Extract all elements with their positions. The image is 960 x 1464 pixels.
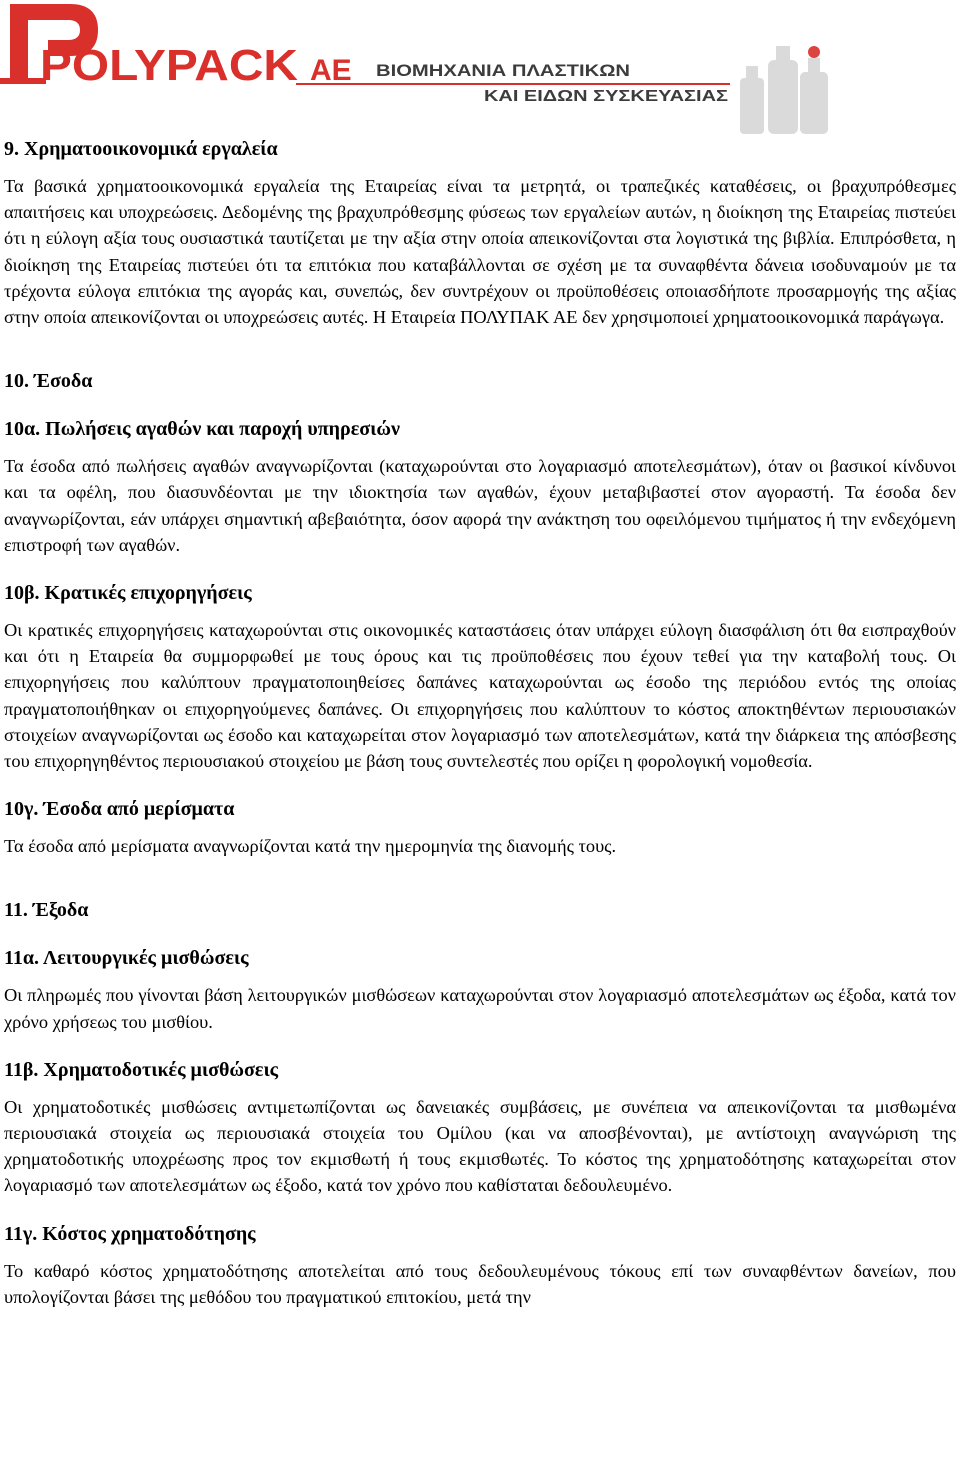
document-body (4, 136, 956, 1310)
section-11-title: 11. Έξοδα (4, 899, 89, 922)
logo-tagline-line2: ΚΑΙ ΕΙΔΩΝ ΣΥΣΚΕΥΑΣΙΑΣ (484, 88, 729, 105)
logo-tagline-line1: ΒΙΟΜΗΧΑΝΙΑ ΠΛΑΣΤΙΚΩΝ (376, 61, 630, 80)
polypack-logo (0, 0, 960, 140)
section-10c-text: Τα έσοδα από μερίσματα αναγνωρίζονται κατά την ημερομηνία της διανομής τους. (4, 836, 617, 857)
section-10-title: 10. Έσοδα (4, 370, 93, 393)
logo-brand-suffix: ΑΕ (310, 54, 352, 87)
section-11b-title: 11β. Χρηματοδοτικές μισθώσεις (4, 1058, 279, 1081)
product-bottles-graphic (740, 46, 828, 134)
section-9-text: Τα βασικά χρηματοοικονομικά εργαλεία της Εταιρείας είναι τα μετρητά, οι τραπεζικές καταθέσεις, οι βραχυπρόθεσμες απαιτήσεις και υποχρεώσεις. Δεδομένης της βραχυπρόθεσμης φύσεως των εργαλείων αυτών, η διοίκηση της Εταιρείας πιστεύει ότι η εύλογη αξία τους ουσιαστικά ταυτίζεται με την αξία στην οποία απεικονίζονται στα λογιστικά της βιβλία. Επιπρόσθετα, η διοίκηση της Εταιρείας πιστεύει ότι τα επιτόκια που καταβάλλονται σε σχέση με τα συναφθέντα δάνεια ισοδυναμούν με τα τρέχοντα εύλογα επιτόκια της αγοράς και, συνεπώς, δεν συντρέχουν οι προϋποθέσεις οποιασδήποτε προσαρμογής της αξίας στην οποία απεικονίζονται οι υποχρεώσεις αυτές. Η Εταιρεία ΠΟΛΥΠΑΚ ΑΕ δεν χρησιμοποιεί χρηματοοικονομικά παράγωγα. (4, 176, 956, 328)
section-11c-text: Το καθαρό κόστος χρηματοδότησης αποτελείται από τους δεδουλευμένους τόκους επί των συναφθέντων δανείων, που υπολογίζονται βάσει της μεθόδου του πραγματικού επιτοκίου, μετά την (4, 1260, 956, 1307)
section-10c-title: 10γ. Έσοδα από μερίσματα (4, 798, 235, 821)
section-9-title: 9. Χρηματοοικονομικά εργαλεία (4, 138, 278, 160)
section-10b-text: Οι κρατικές επιχορηγήσεις καταχωρούνται στις οικονομικές καταστάσεις όταν υπάρχει εύλογη διασφάλιση ότι θα εισπραχθούν και ότι η Εταιρεία θα συμμορφωθεί με τους όρους και τις προϋποθέσεις που έχουν τεθεί για την καταβολή τους. Οι επιχορηγήσεις που καλύπτουν πραγματοποιηθείσες δαπάνες καταχωρούνται ως έσοδο της περιόδου εντός της οποίας πραγματοποιήθηκαν οι επιχορηγούμενες δαπάνες. Οι επιχορηγήσεις που καλύπτουν το κόστος αποκτηθέντων περιουσιακών στοιχείων αναγνωρίζονται ως έσοδο και καταχωρείται στον λογαριασμό των αποτελεσμάτων, κατά την διάρκεια της απόσβεσης του επιχορηγηθέντος περιουσιακού στοιχείου με βάση τους συντελεστές που ορίζει η φορολογική νομοθεσία. (4, 620, 956, 772)
section-11c-title: 11γ. Κόστος χρηματοδότησης (4, 1222, 256, 1245)
logo-brand: POLYPACK (40, 41, 299, 90)
section-11a-title: 11α. Λειτουργικές μισθώσεις (4, 947, 249, 970)
section-10a-title: 10α. Πωλήσεις αγαθών και παροχή υπηρεσιών (4, 418, 400, 441)
page-header (0, 0, 960, 140)
section-11a-text: Οι πληρωμές που γίνονται βάση λειτουργικών μισθώσεων καταχωρούνται στον λογαριασμό αποτελεσμάτων ως έξοδα, κατά τον χρόνο χρήσεως του μισθίου. (4, 985, 956, 1032)
section-11b-text: Οι χρηματοδοτικές μισθώσεις αντιμετωπίζονται ως δανειακές συμβάσεις, με συνέπεια να απεικονίζονται τα μισθωμένα περιουσιακά στοιχεία ως περιουσιακά στοιχεία του Ομίλου (και να αποσβένονται), με αντίστοιχη αναγνώριση της χρηματοδοτικής υποχρέωσης προς τον εκμισθωτή ή τους εκμισθωτές. Το κόστος της χρηματοδότησης καταχωρείται στον λογαριασμό των αποτελεσμάτων ως έξοδο, κατά τον χρόνο που καθίσταται δεδουλευμένο. (4, 1096, 956, 1196)
section-10a-text: Τα έσοδα από πωλήσεις αγαθών αναγνωρίζονται (καταχωρούνται στο λογαριασμό αποτελεσμάτων), όταν οι βασικοί κίνδυνοι και τα οφέλη, που διασυνδέονται με την ιδιοκτησία των αγαθών, έχουν μεταβιβαστεί στον αγοραστή. Τα έσοδα δεν αναγνωρίζονται, εάν υπάρχει σημαντική αβεβαιότητα, όσον αφορά την ανάκτηση του οφειλόμενου τιμήματος ή την ενδεχόμενη επιστροφή των αγαθών. (4, 456, 956, 555)
section-10b-title: 10β. Κρατικές επιχορηγήσεις (4, 582, 252, 605)
